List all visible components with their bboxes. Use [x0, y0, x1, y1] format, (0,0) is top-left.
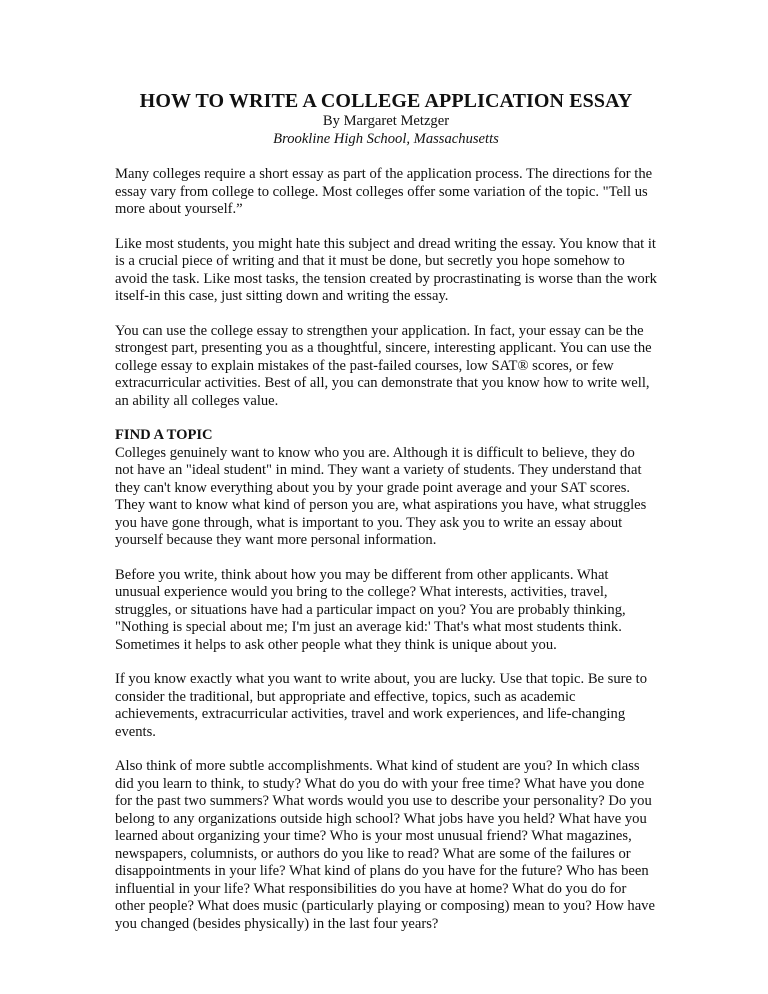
- section-heading: FIND A TOPIC: [115, 427, 213, 443]
- document-title: HOW TO WRITE A COLLEGE APPLICATION ESSAY: [139, 90, 633, 112]
- paragraph: Also think of more subtle accomplishments. What kind of student are you? In which class did you learn to think, to study? What do you do with your free time? What have you done for the past two summers? What words would you use to describe your personality? Do you belong to any organizations outside high school? What jobs have you held? What have you learned about organizing your time? Who is your most unusual friend? What magazines, newspapers, columnists, or authors do you like to read? What are some of the failures or disappointments in your life? What kind of plans do you have for the future? Who has been influential in your life? What responsibilities do you have at home? What do you do for other people? What does music (particularly playing or composing) mean to you? How have you changed (besides physically) in the last four years?: [115, 758, 655, 932]
- document-body: [115, 166, 657, 933]
- paragraph: Many colleges require a short essay as part of the application process. The directions for the essay vary from college to college. Most colleges offer some variation of the topic. "Tell us more about yourself.”: [115, 166, 653, 217]
- paragraph: Colleges genuinely want to know who you are. Although it is difficult to believe, they do not have an "ideal student" in mind. They want a variety of students. They understand that they can't know everything about you by your grade point average and your SAT scores. They want to know what kind of person you are, what aspirations you have, what struggles you have gone through, what is important to you. They ask you to write an essay about yourself because they want more personal information.: [115, 444, 647, 548]
- paragraph: You can use the college essay to strengthen your application. In fact, your essay can be the strongest part, presenting you as a thoughtful, sincere, interesting applicant. You can use the college essay to explain mistakes of the past-failed courses, low SAT® scores, or few extracurricular activities. Best of all, you can demonstrate that you know how to write well, an ability all colleges value.: [115, 322, 652, 409]
- author-byline: By Margaret Metzger: [322, 113, 450, 129]
- paragraph: If you know exactly what you want to write about, you are lucky. Use that topic. Be sure to consider the traditional, but appropriate and effective, topics, such as academic achievements, extracurricular activities, travel and work experiences, and life-changing events.: [115, 671, 647, 740]
- author-school: Brookline High School, Massachusetts: [273, 130, 499, 147]
- paragraph: Like most students, you might hate this subject and dread writing the essay. You know that it is a crucial piece of writing and that it must be done, but secretly you hope somehow to avoid the task. Like most tasks, the tension created by procrastinating is worse than the work itself-in this case, just sitting down and writing the essay.: [115, 235, 657, 304]
- paragraph: Before you write, think about how you may be different from other applicants. What unusual experience would you bring to the college? What interests, activities, travel, struggles, or situations have had a particular impact on you? You are probably thinking, "Nothing is special about me; I'm just an average kid:' That's what most students think. Sometimes it helps to ask other people what they think is unique about you.: [115, 566, 626, 653]
